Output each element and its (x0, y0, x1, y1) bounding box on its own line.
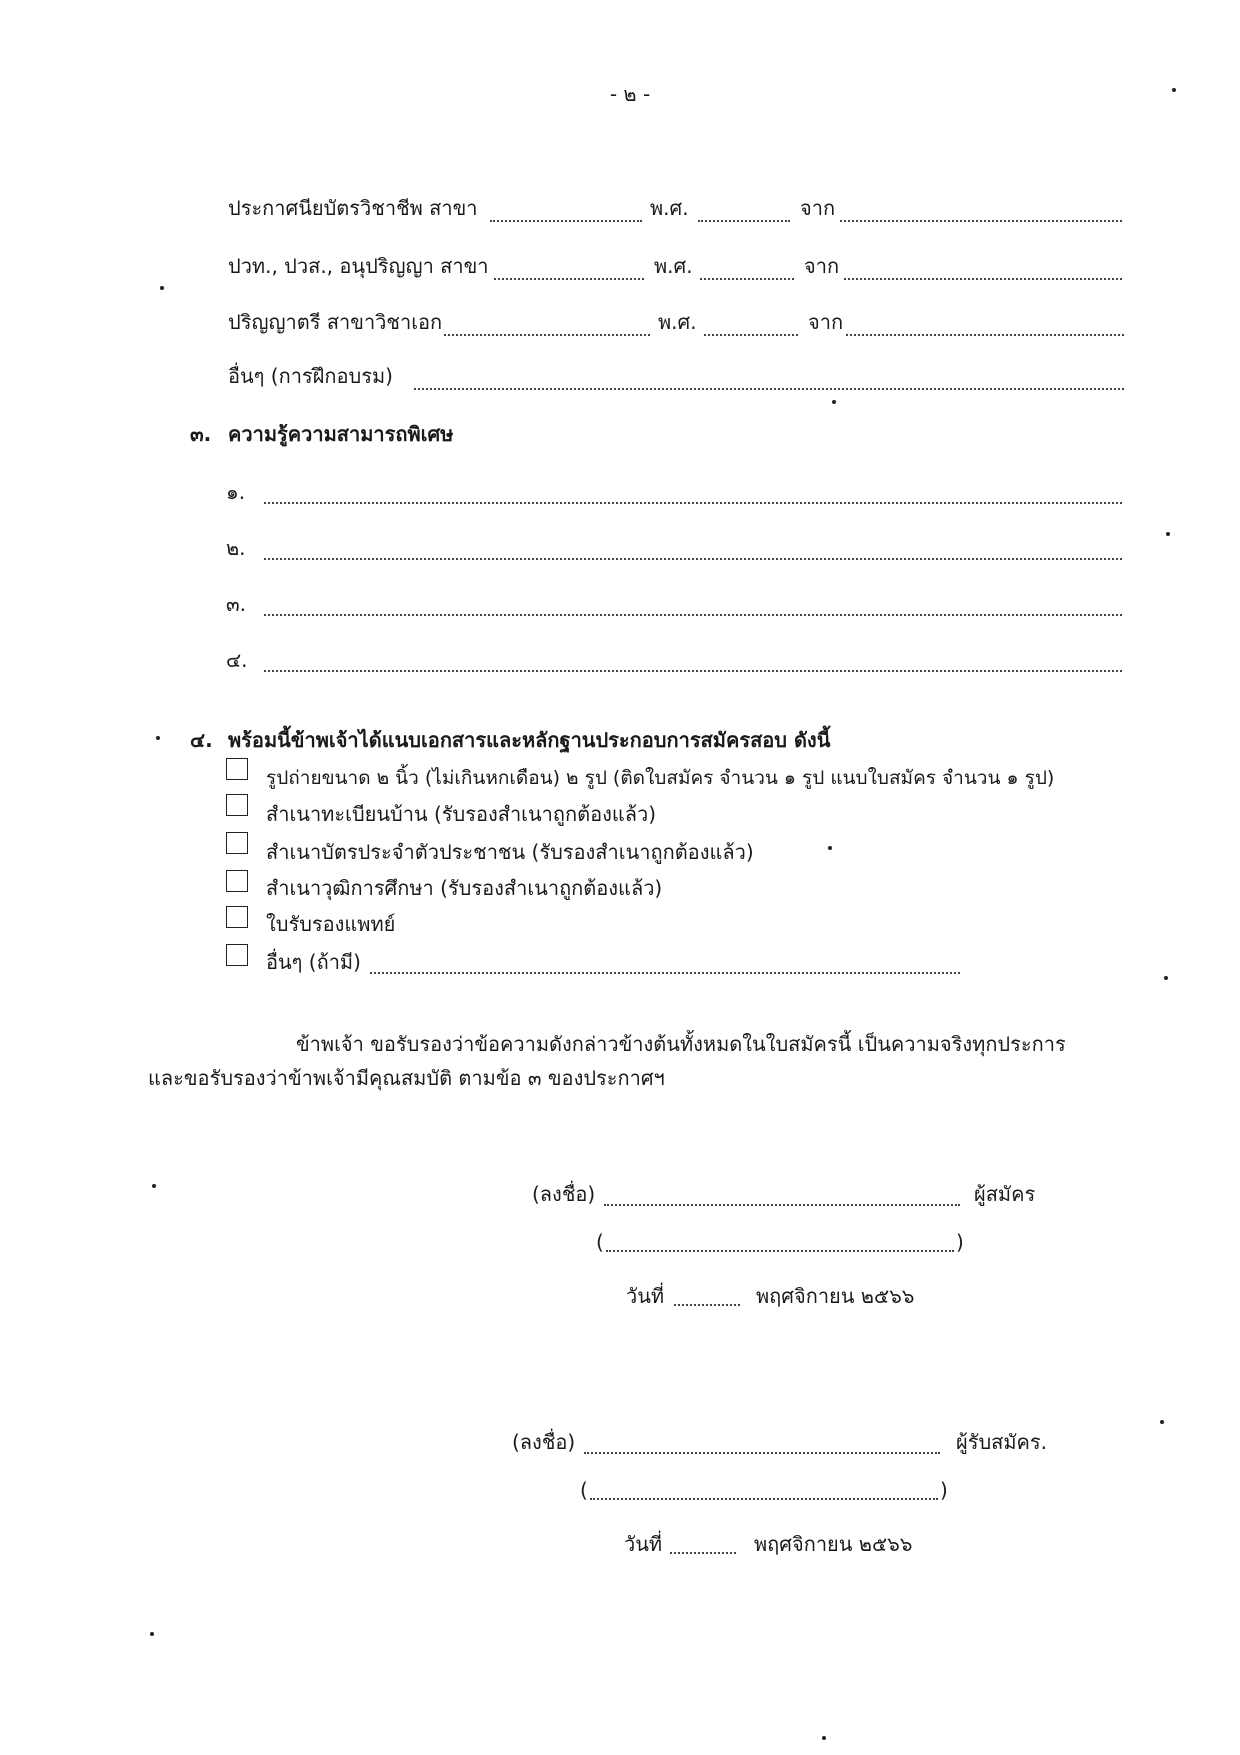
section4-title: พร้อมนี้ข้าพเจ้าได้แนบเอกสารและหลักฐานประกอบการสมัครสอบ ดังนี้ (228, 728, 831, 752)
scan-speck (1166, 532, 1170, 536)
year-label: พ.ศ. (658, 310, 697, 334)
from-label: จาก (808, 310, 844, 334)
receiver-role-label: ผู้รับสมัคร. (956, 1430, 1048, 1454)
diploma-from-input[interactable] (844, 278, 1122, 280)
skill-item-4-input[interactable] (264, 670, 1122, 672)
education-row-vocational-label: ประกาศนียบัตรวิชาชีพ สาขา (228, 196, 478, 220)
skill-item-number: ๔. (226, 648, 248, 672)
diploma-year-input[interactable] (700, 278, 794, 280)
scan-speck (828, 846, 832, 850)
applicant-role-label: ผู้สมัคร (974, 1182, 1036, 1206)
scan-speck (152, 1184, 156, 1188)
applicant-name-input[interactable] (606, 1250, 954, 1252)
id-card-label: สำเนาบัตรประจำตัวประชาชน (รับรองสำเนาถูกต้องแล้ว) (266, 840, 754, 864)
sign-label: (ลงชื่อ) (532, 1182, 596, 1206)
declaration-line-1: ข้าพเจ้า ขอรับรองว่าข้อความดังกล่าวข้างต้นทั้งหมดในใบสมัครนี้ เป็นความจริงทุกประการ (296, 1032, 1066, 1056)
education-certificate-label: สำเนาวุฒิการศึกษา (รับรองสำเนาถูกต้องแล้ว) (266, 876, 663, 900)
medical-certificate-label: ใบรับรองแพทย์ (266, 912, 396, 936)
skill-item-2-input[interactable] (264, 558, 1122, 560)
education-row-bachelor-label: ปริญญาตรี สาขาวิชาเอก (228, 310, 443, 334)
scan-speck (156, 736, 160, 740)
date-label: วันที่ (624, 1532, 663, 1556)
other-training-input[interactable] (414, 388, 1124, 390)
section4-number: ๔. (190, 728, 213, 752)
declaration-line-2: และขอรับรองว่าข้าพเจ้ามีคุณสมบัติ ตามข้อ ๓ ของประกาศฯ (148, 1066, 665, 1090)
applicant-day-input[interactable] (674, 1304, 740, 1306)
paren-close: ) (940, 1478, 948, 1502)
applicant-signature-input[interactable] (604, 1204, 960, 1206)
house-registration-checkbox[interactable] (226, 794, 248, 816)
vocational-field-input[interactable] (490, 220, 642, 222)
section3-number: ๓. (190, 422, 212, 446)
photo-checkbox[interactable] (226, 758, 248, 780)
scan-speck (1160, 1420, 1164, 1424)
photo-document-label: รูปถ่ายขนาด ๒ นิ้ว (ไม่เกินหกเดือน) ๒ รูป (ติดใบสมัคร จำนวน ๑ รูป แนบใบสมัคร จำนวน ๑ รูป) (266, 767, 1055, 789)
section3-title: ความรู้ความสามารถพิเศษ (228, 422, 454, 446)
skill-item-number: ๓. (226, 592, 247, 616)
from-label: จาก (804, 254, 840, 278)
scan-speck (822, 1736, 826, 1740)
paren-open: ( (596, 1230, 604, 1254)
education-row-diploma-label: ปวท., ปวส., อนุปริญญา สาขา (228, 254, 489, 278)
other-documents-input[interactable] (370, 972, 960, 974)
scan-speck (150, 1632, 154, 1636)
paren-close: ) (956, 1230, 964, 1254)
paren-open: ( (580, 1478, 588, 1502)
skill-item-3-input[interactable] (264, 614, 1122, 616)
other-training-label: อื่นๆ (การฝึกอบรม) (228, 364, 393, 388)
month-year: พฤศจิกายน ๒๕๖๖ (754, 1532, 913, 1556)
vocational-from-input[interactable] (840, 220, 1122, 222)
scan-speck (1172, 88, 1176, 92)
date-label: วันที่ (626, 1284, 665, 1308)
other-documents-checkbox[interactable] (226, 944, 248, 966)
skill-item-number: ๑. (226, 480, 246, 504)
diploma-field-input[interactable] (494, 278, 644, 280)
page-number: - ๒ - (609, 82, 651, 106)
education-certificate-checkbox[interactable] (226, 870, 248, 892)
bachelor-from-input[interactable] (846, 334, 1124, 336)
bachelor-year-input[interactable] (704, 334, 798, 336)
bachelor-major-input[interactable] (444, 334, 650, 336)
receiver-name-input[interactable] (590, 1498, 938, 1500)
vocational-year-input[interactable] (698, 220, 790, 222)
month-year: พฤศจิกายน ๒๕๖๖ (756, 1284, 915, 1308)
skill-item-1-input[interactable] (264, 502, 1122, 504)
receiver-day-input[interactable] (670, 1552, 736, 1554)
scan-speck (160, 286, 164, 290)
sign-label: (ลงชื่อ) (512, 1430, 576, 1454)
id-card-checkbox[interactable] (226, 832, 248, 854)
scan-speck (1164, 976, 1168, 980)
scan-speck (832, 400, 836, 404)
house-registration-label: สำเนาทะเบียนบ้าน (รับรองสำเนาถูกต้องแล้ว) (266, 802, 657, 826)
skill-item-number: ๒. (226, 536, 246, 560)
medical-certificate-checkbox[interactable] (226, 906, 248, 928)
year-label: พ.ศ. (650, 196, 689, 220)
receiver-signature-input[interactable] (584, 1452, 940, 1454)
year-label: พ.ศ. (654, 254, 693, 278)
from-label: จาก (800, 196, 836, 220)
other-documents-label: อื่นๆ (ถ้ามี) (266, 950, 361, 974)
